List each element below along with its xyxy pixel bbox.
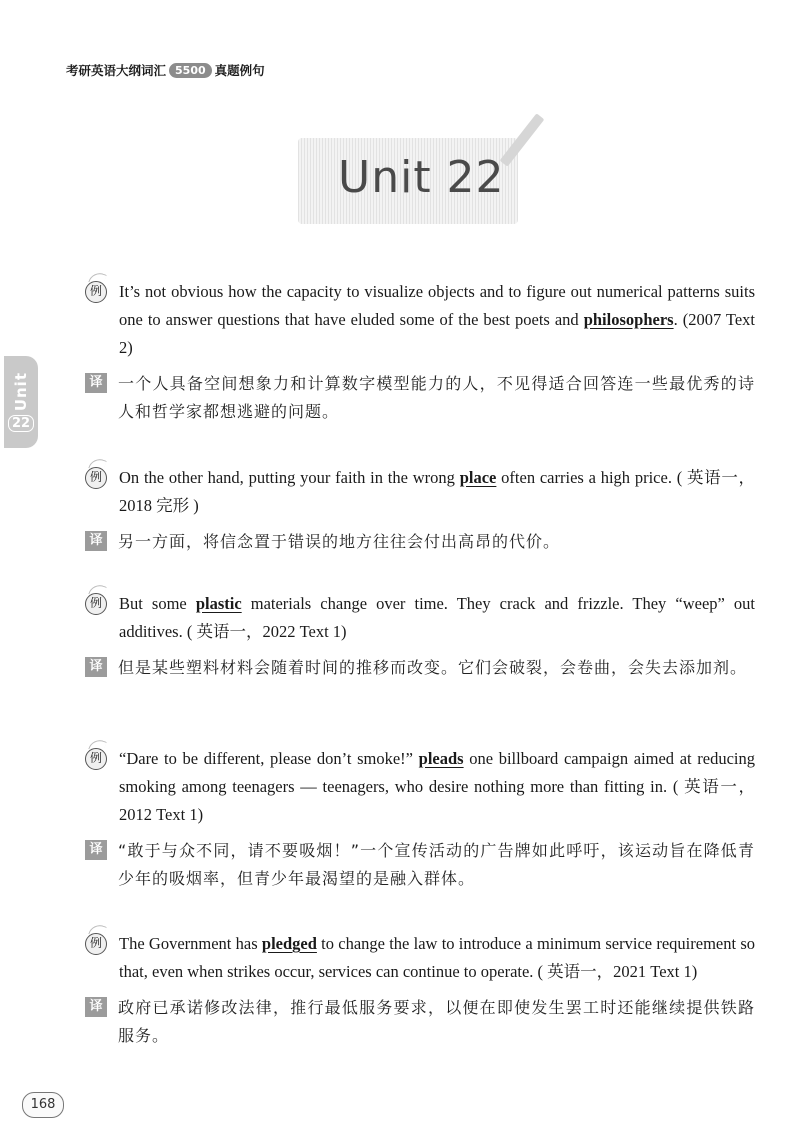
example-badge-icon: 例 (85, 281, 107, 303)
header-subtitle: 真题例句 (214, 63, 265, 78)
unit-title-block (298, 138, 533, 228)
translation-badge-icon: 译 (85, 531, 107, 551)
header-title: 考研英语大纲词汇 (66, 63, 167, 78)
example-entry (85, 745, 755, 893)
translation-text: “敢于与众不同，请不要吸烟！”一个宣传活动的广告牌如此呼吁，该运动旨在降低青少年的吸烟率，但青少年最渴望的是融入群体。 (118, 841, 755, 888)
example-badge-icon: 例 (85, 593, 107, 615)
example-sentence: It’s not obvious how the capacity to visualize objects and to figure out numerical patterns suits one to answer questions that have eluded some of the best poets and philosophers. (2007 Text 2) (119, 282, 756, 357)
example-entry (85, 464, 755, 556)
example-sentence: But some plastic materials change over time. They crack and frizzle. They “weep” out additives. ( 英语一，2022 Text 1) (119, 594, 755, 641)
side-tab-label: Unit (12, 371, 30, 412)
translation-text: 政府已承诺修改法律，推行最低服务要求，以便在即使发生罢工时还能继续提供铁路服务。 (118, 998, 755, 1045)
side-tab-number: 22 (8, 415, 34, 432)
example-entry (85, 278, 755, 426)
translation-badge-icon: 译 (85, 657, 107, 677)
example-sentence: “Dare to be different, please don’t smoke!” pleads one billboard campaign aimed at reducing smoking among teenagers — teenagers, who desire nothing more than fitting in. ( 英语一，2012 Text 1) (119, 749, 755, 824)
running-header (66, 61, 265, 79)
side-unit-tab (4, 356, 38, 448)
keyword: pleads (418, 749, 464, 768)
translation-badge-icon: 译 (85, 997, 107, 1017)
translation-badge-icon: 译 (85, 373, 107, 393)
unit-title: Unit 22 (338, 152, 505, 203)
example-sentence: The Government has pledged to change the law to introduce a minimum service requirement so that, even when strikes occur, services can continue to operate. ( 英语一，2021 Text 1) (119, 934, 755, 981)
example-badge-icon: 例 (85, 748, 107, 770)
translation-text: 一个人具备空间想象力和计算数字模型能力的人，不见得适合回答连一些最优秀的诗人和哲学家都想逃避的问题。 (118, 374, 755, 421)
example-sentence: On the other hand, putting your faith in the wrong place often carries a high price. ( 英语一，2018 完形 ) (119, 468, 756, 515)
keyword: plastic (195, 594, 242, 613)
translation-text: 但是某些塑料材料会随着时间的推移而改变。它们会破裂，会卷曲，会失去添加剂。 (118, 658, 748, 677)
page-number: 168 (22, 1092, 64, 1118)
header-count-pill: 5500 (169, 63, 212, 78)
example-entry (85, 590, 755, 682)
translation-badge-icon: 译 (85, 840, 107, 860)
example-badge-icon: 例 (85, 933, 107, 955)
keyword: philosophers (583, 310, 674, 329)
keyword: pledged (261, 934, 317, 953)
translation-text: 另一方面，将信念置于错误的地方往往会付出高昂的代价。 (118, 532, 561, 551)
example-entry (85, 930, 755, 1050)
keyword: place (459, 468, 497, 487)
example-badge-icon: 例 (85, 467, 107, 489)
